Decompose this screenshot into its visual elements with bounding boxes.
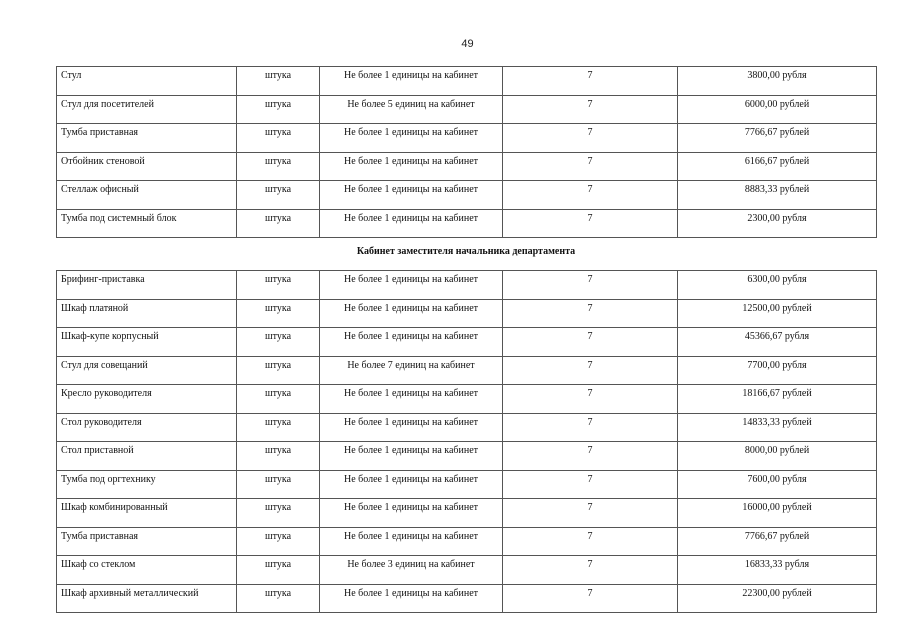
furniture-table-top-body: [57, 67, 877, 238]
service-life-cell: 7: [503, 209, 678, 238]
item-name-cell: Стол приставной: [57, 442, 237, 471]
quantity-norm-cell: Не более 1 единицы на кабинет: [320, 124, 503, 153]
service-life-cell: 7: [503, 181, 678, 210]
item-name-cell: Тумба приставная: [57, 527, 237, 556]
price-cell: 6300,00 рубля: [678, 271, 877, 300]
quantity-norm-cell: Не более 1 единицы на кабинет: [320, 152, 503, 181]
unit-cell: штука: [237, 152, 320, 181]
service-life-cell: 7: [503, 442, 678, 471]
price-cell: 6166,67 рублей: [678, 152, 877, 181]
service-life-cell: 7: [503, 328, 678, 357]
price-cell: 8883,33 рублей: [678, 181, 877, 210]
quantity-norm-cell: Не более 1 единицы на кабинет: [320, 442, 503, 471]
table-row: [57, 209, 877, 238]
quantity-norm-cell: Не более 5 единиц на кабинет: [320, 95, 503, 124]
service-life-cell: 7: [503, 271, 678, 300]
quantity-norm-cell: Не более 1 единицы на кабинет: [320, 470, 503, 499]
table-row: [57, 470, 877, 499]
price-cell: 22300,00 рублей: [678, 584, 877, 613]
price-cell: 6000,00 рублей: [678, 95, 877, 124]
table-row: [57, 527, 877, 556]
unit-cell: штука: [237, 499, 320, 528]
table-row: [57, 499, 877, 528]
table-row: [57, 95, 877, 124]
price-cell: 8000,00 рублей: [678, 442, 877, 471]
price-cell: 45366,67 рубля: [678, 328, 877, 357]
unit-cell: штука: [237, 470, 320, 499]
furniture-table-bottom: [56, 270, 877, 613]
unit-cell: штука: [237, 181, 320, 210]
item-name-cell: Шкаф со стеклом: [57, 556, 237, 585]
table-row: [57, 385, 877, 414]
service-life-cell: 7: [503, 124, 678, 153]
item-name-cell: Тумба под оргтехнику: [57, 470, 237, 499]
service-life-cell: 7: [503, 470, 678, 499]
service-life-cell: 7: [503, 527, 678, 556]
item-name-cell: Стол руководителя: [57, 413, 237, 442]
unit-cell: штука: [237, 271, 320, 300]
table-row: [57, 356, 877, 385]
quantity-norm-cell: Не более 1 единицы на кабинет: [320, 209, 503, 238]
table-row: [57, 299, 877, 328]
item-name-cell: Отбойник стеновой: [57, 152, 237, 181]
unit-cell: штука: [237, 413, 320, 442]
table-row: [57, 124, 877, 153]
quantity-norm-cell: Не более 1 единицы на кабинет: [320, 181, 503, 210]
item-name-cell: Шкаф комбинированный: [57, 499, 237, 528]
page-number: 49: [461, 38, 474, 50]
item-name-cell: Тумба приставная: [57, 124, 237, 153]
item-name-cell: Стул для совещаний: [57, 356, 237, 385]
price-cell: 2300,00 рубля: [678, 209, 877, 238]
quantity-norm-cell: Не более 1 единицы на кабинет: [320, 328, 503, 357]
item-name-cell: Стул: [57, 67, 237, 96]
service-life-cell: 7: [503, 67, 678, 96]
quantity-norm-cell: Не более 1 единицы на кабинет: [320, 67, 503, 96]
table-row: [57, 328, 877, 357]
table-row: [57, 556, 877, 585]
price-cell: 3800,00 рубля: [678, 67, 877, 96]
item-name-cell: Кресло руководителя: [57, 385, 237, 414]
service-life-cell: 7: [503, 499, 678, 528]
quantity-norm-cell: Не более 1 единицы на кабинет: [320, 385, 503, 414]
furniture-table-top: [56, 66, 877, 238]
quantity-norm-cell: Не более 1 единицы на кабинет: [320, 271, 503, 300]
unit-cell: штука: [237, 442, 320, 471]
unit-cell: штука: [237, 556, 320, 585]
service-life-cell: 7: [503, 385, 678, 414]
unit-cell: штука: [237, 527, 320, 556]
price-cell: 16833,33 рубля: [678, 556, 877, 585]
table-row: [57, 67, 877, 96]
item-name-cell: Стеллаж офисный: [57, 181, 237, 210]
quantity-norm-cell: Не более 3 единиц на кабинет: [320, 556, 503, 585]
unit-cell: штука: [237, 385, 320, 414]
quantity-norm-cell: Не более 1 единицы на кабинет: [320, 499, 503, 528]
furniture-table-bottom-body: [57, 271, 877, 613]
service-life-cell: 7: [503, 584, 678, 613]
price-cell: 7700,00 рубля: [678, 356, 877, 385]
unit-cell: штука: [237, 67, 320, 96]
service-life-cell: 7: [503, 152, 678, 181]
table-row: [57, 271, 877, 300]
unit-cell: штука: [237, 95, 320, 124]
service-life-cell: 7: [503, 299, 678, 328]
price-cell: 7766,67 рублей: [678, 527, 877, 556]
quantity-norm-cell: Не более 1 единицы на кабинет: [320, 299, 503, 328]
price-cell: 12500,00 рублей: [678, 299, 877, 328]
service-life-cell: 7: [503, 556, 678, 585]
table-row: [57, 181, 877, 210]
item-name-cell: Шкаф-купе корпусный: [57, 328, 237, 357]
item-name-cell: Шкаф платяной: [57, 299, 237, 328]
service-life-cell: 7: [503, 413, 678, 442]
quantity-norm-cell: Не более 1 единицы на кабинет: [320, 413, 503, 442]
price-cell: 7766,67 рублей: [678, 124, 877, 153]
unit-cell: штука: [237, 299, 320, 328]
price-cell: 18166,67 рублей: [678, 385, 877, 414]
item-name-cell: Шкаф архивный металлический: [57, 584, 237, 613]
unit-cell: штука: [237, 356, 320, 385]
quantity-norm-cell: Не более 1 единицы на кабинет: [320, 527, 503, 556]
price-cell: 14833,33 рублей: [678, 413, 877, 442]
table-row: [57, 413, 877, 442]
unit-cell: штука: [237, 584, 320, 613]
table-row: [57, 442, 877, 471]
item-name-cell: Стул для посетителей: [57, 95, 237, 124]
quantity-norm-cell: Не более 1 единицы на кабинет: [320, 584, 503, 613]
price-cell: 16000,00 рублей: [678, 499, 877, 528]
service-life-cell: 7: [503, 95, 678, 124]
unit-cell: штука: [237, 328, 320, 357]
section-heading: Кабинет заместителя начальника департамента: [356, 246, 576, 257]
item-name-cell: Тумба под системный блок: [57, 209, 237, 238]
service-life-cell: 7: [503, 356, 678, 385]
table-row: [57, 584, 877, 613]
item-name-cell: Брифинг-приставка: [57, 271, 237, 300]
unit-cell: штука: [237, 209, 320, 238]
quantity-norm-cell: Не более 7 единиц на кабинет: [320, 356, 503, 385]
unit-cell: штука: [237, 124, 320, 153]
price-cell: 7600,00 рубля: [678, 470, 877, 499]
table-row: [57, 152, 877, 181]
